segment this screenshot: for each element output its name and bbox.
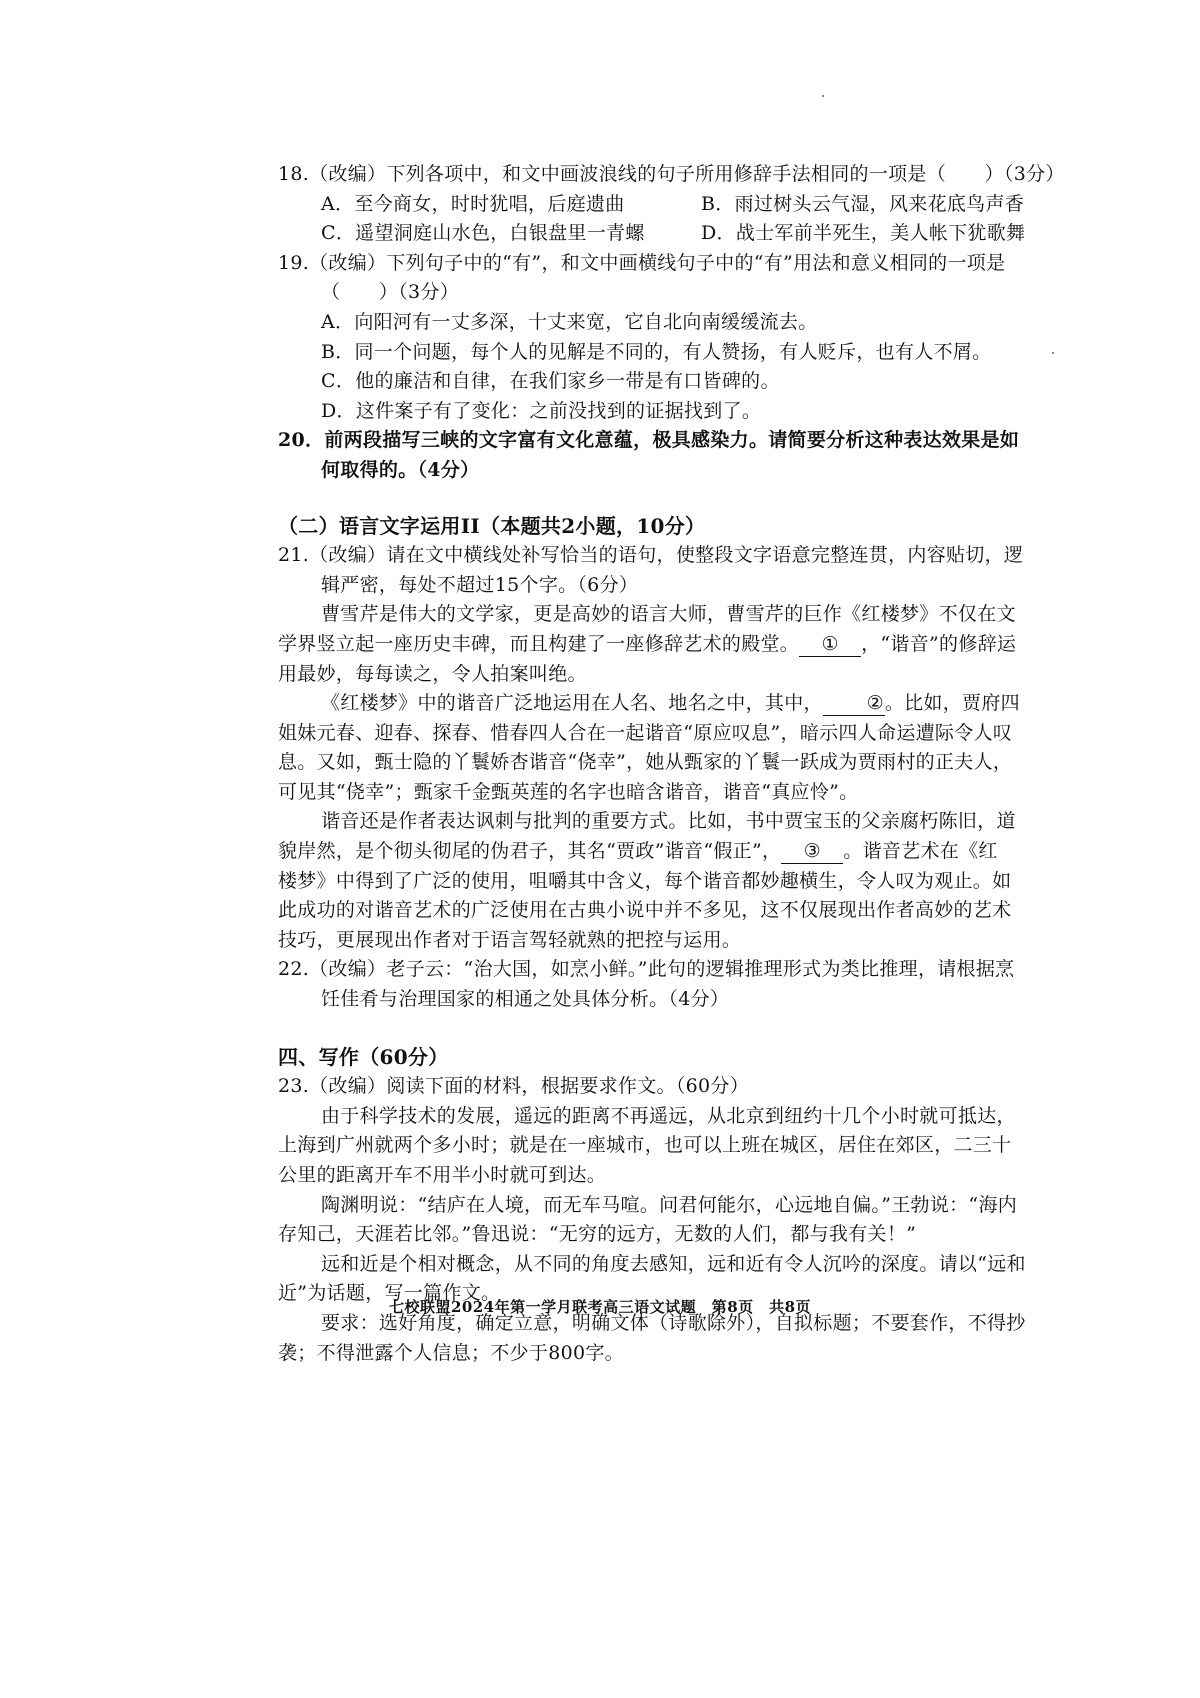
q18-option-d: D．战士军前半死生，美人帐下犹歌舞: [701, 222, 1026, 245]
q19-stem: 19.（改编）下列句子中的“有”，和文中画横线句子中的“有”用法和意义相同的一项是: [278, 251, 1006, 274]
q23-material-line: 上海到广州就两个多小时；就是在一座城市，也可以上班在城区，居住在郊区，二三十: [278, 1134, 1012, 1157]
passage-text: 。谐音艺术在《红: [843, 840, 998, 863]
q23-requirement-line: 袭；不得泄露个人信息；不少于800字。: [278, 1341, 624, 1364]
q23-material-line: 存知己，天涯若比邻。”鲁迅说：“无穷的远方，无数的人们，都与我有关！”: [278, 1223, 917, 1246]
q18-options-row-1: [278, 190, 1070, 220]
q23-material-line: 近”为话题，写一篇作文。: [278, 1282, 501, 1305]
q21-passage-line: 用最妙，每每读之，令人拍案叫绝。: [278, 662, 587, 685]
q22-stem-line-1: 22.（改编）老子云：“治大国，如烹小鲜。”此句的逻辑推理形式为类比推理，请根据烹: [278, 958, 1015, 981]
scan-speck: [822, 95, 824, 97]
section-4-title: 四、写作（60分）: [278, 1044, 449, 1069]
q19-option-c: C．他的廉洁和自律，在我们家乡一带是有口皆碑的。: [321, 370, 780, 393]
q21-passage-line: 楼梦》中得到了广泛的使用，咀嚼其中含义，每个谐音都妙趣横生，令人叹为观止。如: [278, 869, 1012, 892]
q21-passage-line: [278, 630, 1070, 660]
q19-option-b: B．同一个问题，每个人的见解是不同的，有人赞扬，有人贬斥，也有人不屑。: [321, 340, 992, 363]
q18-stem: 18.（改编）下列各项中，和文中画波浪线的句子所用修辞手法相同的一项是（ ）（3分）: [278, 163, 1065, 185]
q19-option-d: D．这件案子有了变化：之前没找到的证据找到了。: [321, 399, 762, 422]
q21-passage-line: 可见其“侥幸”；甄家千金甄英莲的名字也暗含谐音，谐音“真应怜”。: [278, 780, 859, 803]
q23-material-line: 由于科学技术的发展，遥远的距离不再遥远，从北京到纽约十几个小时就可抵达，: [321, 1104, 1016, 1127]
q21-passage-line: [278, 689, 1070, 719]
passage-text: 《红楼梦》中的谐音广泛地运用在人名、地名之中，其中，: [321, 692, 823, 715]
q18-options-row-2: [278, 219, 1070, 249]
q23-stem: 23.（改编）阅读下面的材料，根据要求作文。（60分）: [278, 1075, 749, 1098]
section-2-title: （二）语言文字运用II（本题共2小题，10分）: [278, 513, 706, 538]
q22-stem-line-2: 饪佳肴与治理国家的相通之处具体分析。（4分）: [321, 988, 730, 1011]
q21-stem-line-2: 辑严密，每处不超过15个字。（6分）: [321, 573, 639, 596]
q23-requirement-line: 要求：选好角度，确定立意，明确文体（诗歌除外），自拟标题；不要套作，不得抄: [321, 1311, 1026, 1334]
q23-material-line: 远和近是个相对概念，从不同的角度去感知，远和近有令人沉吟的深度。请以“远和: [321, 1252, 1026, 1275]
passage-text: 学界竖立起一座历史丰碑，而且构建了一座修辞艺术的殿堂。: [278, 632, 800, 655]
page-footer: 七校联盟2024年第一学月联考高三语文试题 第8页 共8页: [388, 1298, 812, 1316]
q21-passage-line: 曹雪芹是伟大的文学家，更是高妙的语言大师，曹雪芹的巨作《红楼梦》不仅在文: [321, 603, 1016, 626]
exam-content: [278, 160, 1070, 1368]
q23-material-line: 陶渊明说：“结庐在人境，而无车马喧。问君何能尔，心远地自偏。”王勃说：“海内: [321, 1193, 1018, 1216]
fill-blank-3: ③: [781, 839, 843, 864]
passage-text: 。比如，贾府四: [884, 692, 1020, 715]
q21-passage-line: 谐音还是作者表达讽刺与批判的重要方式。比如，书中贾宝玉的父亲腐朽陈旧，道: [321, 810, 1016, 833]
q18-option-b: B．雨过树头云气湿，风来花底鸟声香: [701, 192, 1025, 215]
q18-option-a: A．至今商女，时时犹唱，后庭遗曲: [321, 192, 625, 215]
passage-text: 貌岸然，是个彻头彻尾的伪君子，其名“贾政”谐音“假正”，: [278, 840, 782, 863]
q21-stem-line-1: 21.（改编）请在文中横线处补写恰当的语句，使整段文字语意完整连贯，内容贴切，逻: [278, 544, 1024, 567]
q18-option-c: C．遥望洞庭山水色，白银盘里一青螺: [321, 222, 645, 245]
q21-passage-line: 技巧，更展现出作者对于语言驾轻就熟的把控与运用。: [278, 928, 742, 951]
q21-passage-line: 息。又如，甄士隐的丫鬟娇杏谐音“侥幸”，她从甄家的丫鬟一跃成为贾雨村的正夫人，: [278, 751, 1013, 774]
fill-blank-2: ②: [823, 691, 885, 716]
fill-blank-1: ①: [799, 632, 861, 657]
q20-stem-line-2: 何取得的。（4分）: [321, 458, 480, 481]
passage-text: ，“谐音”的修辞运: [861, 632, 1017, 655]
q21-passage-line: [278, 837, 1070, 867]
q23-material-line: 公里的距离开车不用半小时就可到达。: [278, 1164, 607, 1186]
q21-passage-line: 姐妹元春、迎春、探春、惜春四人合在一起谐音“原应叹息”，暗示四人命运遭际令人叹: [278, 721, 1013, 744]
q19-stem-continuation: （ ）（3分）: [321, 281, 459, 304]
q19-option-a: A．向阳河有一丈多深，十丈来宽，它自北向南缓缓流去。: [321, 310, 818, 333]
q21-passage-line: 此成功的对谐音艺术的广泛使用在古典小说中并不多见，这不仅展现出作者高妙的艺术: [278, 899, 1012, 922]
q20-stem-line-1: 20．前两段描写三峡的文字富有文化意蕴，极具感染力。请简要分析这种表达效果是如: [278, 429, 1020, 452]
